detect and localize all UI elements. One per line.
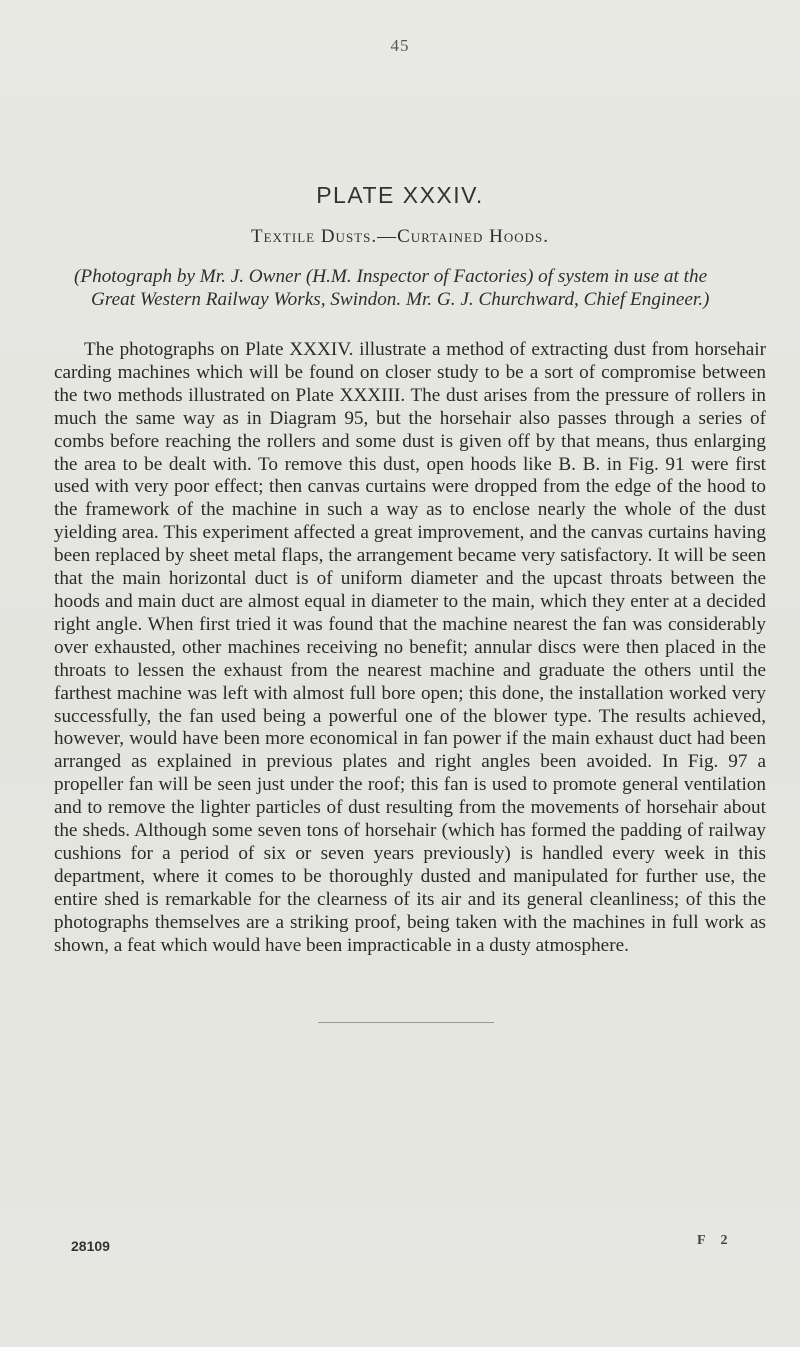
print-code: 28109 — [71, 1238, 110, 1254]
photo-caption: (Photograph by Mr. J. Owner (H.M. Inspector of Factories) of system in use at the Great Western Railway Works, Swindon. Mr. G. J. Churchward, Chief Engineer.) — [74, 266, 710, 310]
plate-subtitle: Textile Dusts.—Curtained Hoods. — [251, 226, 549, 247]
signature-mark: F 2 — [697, 1233, 734, 1248]
page-number: 45 — [390, 36, 410, 55]
body-paragraph: The photographs on Plate XXXIV. illustrate a method of extracting dust from horsehair carding machines which will be found on closer study to be a sort of compromise between the two methods illustrated on Plate XXXIII. The dust arises from the pressure of rollers in much the same way as in Diagram 95, but the horsehair also passes through a series of combs before reaching the rollers and some dust is given off by that means, thus enlarging the area to be dealt with. To remove this dust, open hoods like B. B. in Fig. 91 were first used with very poor effect; then canvas curtains were dropped from the edge of the hood to the framework of the machine in such a way as to enclose nearly the whole of the dust yielding area. This experiment affected a great improvement, and the canvas curtains having been replaced by sheet metal flaps, the arrangement became very satisfactory. It will be seen that the main horizontal duct is of uniform diameter and the upcast throats between the hoods and main duct are almost equal in diameter to the main, which they enter at a decided right angle. When first tried it was found that the machine nearest the fan was considerably over exhausted, other machines receiving no benefit; annular discs were then placed in the throats to lessen the exhaust from the nearest machine and graduate the others until the farthest machine was left with almost full bore open; this done, the installation worked very successfully, the fan used being a powerful one of the blower type. The results achieved, however, would have been more economical in fan power if the main exhaust duct had been arranged as explained in previous plates and right angles been avoided. In Fig. 97 a propeller fan will be seen just under the roof; this fan is used to promote general ventilation and to remove the lighter particles of dust resulting from the movements of horsehair about the sheds. Although some seven tons of horsehair (which has formed the padding of railway cushions for a period of six or seven years previously) is handled every week in this department, where it comes to be thoroughly dusted and manipulated for further use, the entire shed is remarkable for the clearness of its air and its general cleanliness; of this the photographs themselves are a striking proof, being taken with the machines in full work as shown, a feat which would have been impracticable in a dusty atmosphere. — [54, 339, 766, 956]
section-divider — [318, 1022, 494, 1023]
plate-title: PLATE XXXIV. — [316, 182, 484, 208]
